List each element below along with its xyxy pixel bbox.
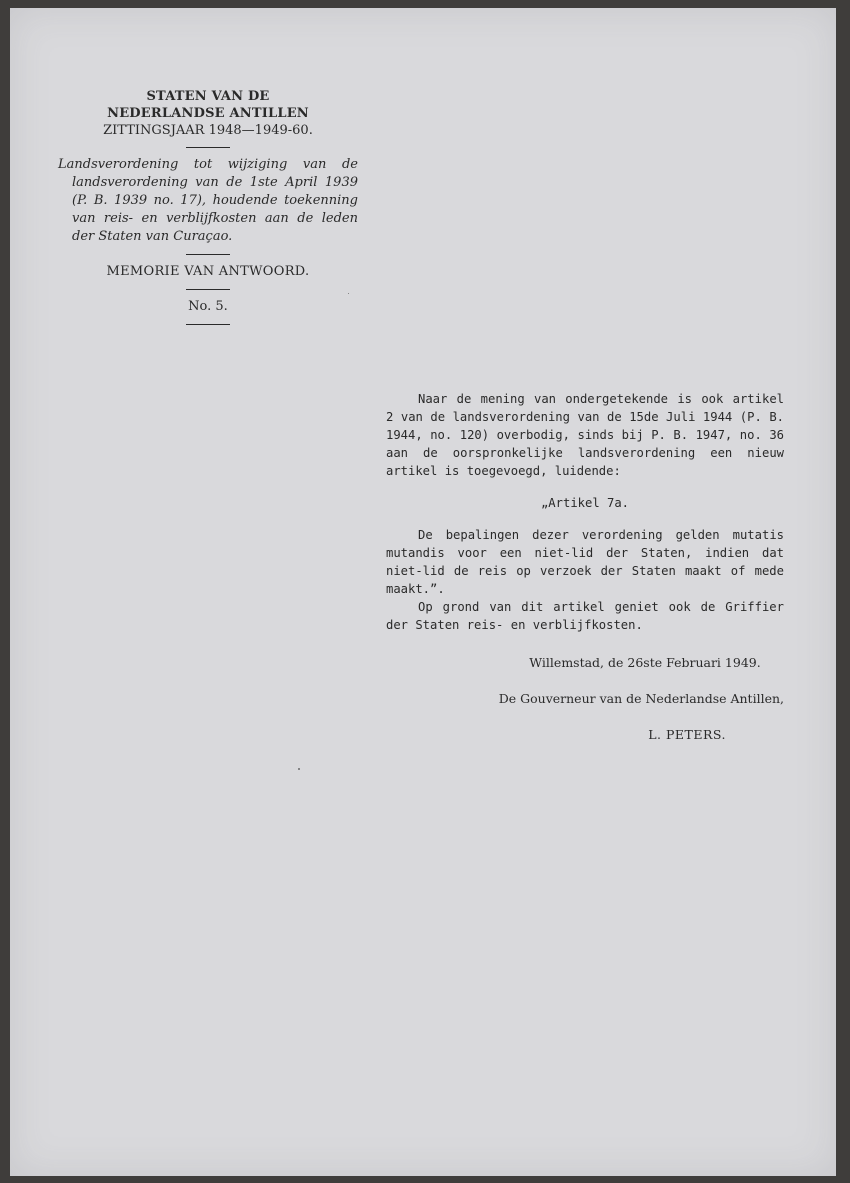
paper-speck — [348, 293, 349, 294]
signatory-title: De Gouverneur van de Nederlandse Antillen, — [498, 691, 784, 706]
divider — [186, 289, 230, 290]
subject-title: Landsverordening tot wijziging van de landsverordening van de 1ste April 1939 (P. B. 1939 no. 17), houdende toekenning van reis- en verblijfkosten aan de leden der Staten van Curaçao. — [58, 157, 358, 244]
document-body — [386, 390, 784, 744]
divider — [186, 254, 230, 255]
place-date: Willemstad, de 26ste Februari 1949. — [529, 655, 761, 670]
divider — [186, 147, 230, 148]
document-type: MEMORIE VAN ANTWOORD. — [106, 264, 310, 279]
article-heading: „Artikel 7a. — [540, 496, 630, 510]
header-line-1: STATEN VAN DE — [146, 89, 270, 104]
paper-speck — [298, 768, 300, 770]
document-number: No. 5. — [188, 299, 228, 314]
signatory-name: L. PETERS. — [648, 727, 726, 742]
session-year: ZITTINGSJAAR 1948—1949-60. — [103, 123, 313, 138]
body-paragraph-1: Naar de mening van ondergetekende is ook artikel 2 van de landsverordening van de 15de Juli 1944 (P. B. 1944, no. 120) overbodig, sinds bij P. B. 1947, no. 36 aan de oorspronkelijke landsverordening een nieuw artikel is toegevoegd, luidende: — [386, 392, 784, 478]
body-paragraph-2: De bepalingen dezer verordening gelden mutatis mutandis voor een niet-lid der Staten, indien dat niet-lid de reis op verzoek der Staten maakt of mede maakt.”. — [386, 528, 784, 596]
document-page — [10, 8, 836, 1176]
divider — [186, 324, 230, 325]
header-line-2: NEDERLANDSE ANTILLEN — [107, 106, 309, 121]
document-header-block — [58, 88, 358, 333]
body-paragraph-3: Op grond van dit artikel geniet ook de Griffier der Staten reis- en verblijfkosten. — [386, 600, 784, 632]
